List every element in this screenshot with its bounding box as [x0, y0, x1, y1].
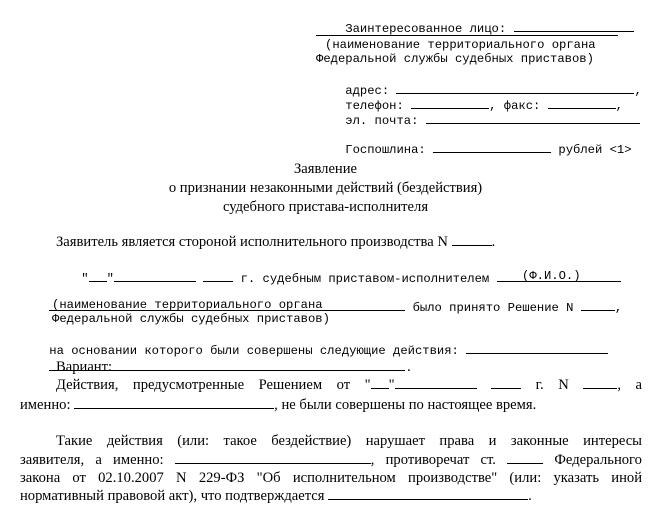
variant-quote-open: "	[364, 377, 371, 393]
variant-word-actions: Действия,	[56, 377, 119, 393]
p3-namely: заявителя, а именно:	[20, 452, 164, 468]
p3-end: .	[528, 488, 532, 504]
fax-comma: ,	[615, 99, 623, 113]
org-caption-1: (наименование территориального органа	[52, 298, 323, 312]
variant-word-decision: Решением	[258, 377, 323, 393]
decision-number-field[interactable]	[581, 299, 615, 311]
duty-field[interactable]	[433, 141, 551, 153]
email-field[interactable]	[426, 112, 640, 124]
variant-not-done: , не были совершены по настоящее время.	[274, 397, 537, 413]
p3-line-3: закона от 02.10.2007 N 229-ФЗ "Об исполнительном производстве" (или: указать иной	[20, 470, 642, 486]
title-line-3: судебного пристава-исполнителя	[222, 199, 429, 215]
phone-comma: ,	[489, 99, 497, 113]
address-label: адрес:	[345, 84, 390, 98]
phone-label: телефон:	[345, 99, 404, 113]
variant-line-end: , а	[617, 377, 642, 393]
title-line-1: Заявление	[293, 161, 358, 177]
fax-label: факс:	[503, 99, 541, 113]
variant-label: Вариант:	[56, 359, 113, 375]
date-day-field[interactable]	[89, 270, 107, 282]
org-name-caption-1: (наименование территориального органа	[325, 38, 596, 52]
p3-line-2	[20, 452, 642, 469]
variant-number-field[interactable]	[583, 377, 617, 389]
proceeding-number-field[interactable]	[452, 234, 492, 246]
date-quote-close: "	[106, 272, 114, 286]
evidence-field[interactable]	[328, 488, 528, 500]
fio-caption: (Ф.И.О.)	[522, 269, 581, 283]
interested-party-field-2[interactable]	[316, 24, 618, 36]
variant-year-abbr: г.	[535, 377, 544, 393]
p3-contradicts: , противоречат ст.	[370, 452, 496, 468]
address-comma: ,	[634, 84, 642, 98]
date-quote-open: "	[81, 272, 89, 286]
p3-line-1: Такие действия (или: такое бездействие) нарушает права и законные интересы	[56, 433, 642, 449]
org-name-caption-2: Федеральной службы судебных приставов)	[316, 52, 594, 66]
p1-end: .	[491, 234, 496, 250]
article-field[interactable]	[507, 452, 543, 464]
variant-number-sign: N	[558, 377, 569, 393]
p1-text: Заявитель является стороной исполнительного производства N	[56, 234, 448, 250]
by-bailiff-text: г. судебным приставом-исполнителем	[240, 272, 490, 286]
actions-end: .	[405, 361, 413, 375]
title-line-2: о признании незаконными действий (бездействия)	[168, 180, 483, 196]
variant-date-day-field[interactable]	[371, 377, 389, 389]
variant-quote-close: "	[388, 377, 395, 393]
rights-field[interactable]	[175, 452, 371, 464]
duty-suffix: рублей <1>	[558, 143, 632, 157]
actions-text: на основании которого были совершены следующие действия:	[49, 344, 459, 358]
variant-line-1	[56, 377, 642, 394]
variant-date-year-field[interactable]	[491, 377, 521, 389]
interested-party-label: Заинтересованное лицо:	[345, 22, 507, 36]
p3-confirmed: нормативный правовой акт), что подтверждается	[20, 488, 325, 504]
variant-namely: именно:	[20, 397, 71, 413]
duty-label: Госпошлина:	[345, 143, 426, 157]
variant-word-provided: предусмотренные	[132, 377, 245, 393]
date-year-field[interactable]	[203, 270, 233, 282]
decision-taken-text: было принято Решение N	[412, 301, 574, 315]
date-month-field[interactable]	[114, 270, 196, 282]
variant-namely-field[interactable]	[74, 397, 274, 409]
p3-federal: Федерального	[554, 452, 642, 468]
variant-date-month-field[interactable]	[395, 377, 477, 389]
variant-word-from: от	[336, 377, 351, 393]
email-label: эл. почта:	[345, 114, 419, 128]
decision-comma: ,	[614, 301, 623, 315]
actions-field[interactable]	[466, 342, 608, 354]
org-caption-2: Федеральной службы судебных приставов)	[52, 312, 330, 326]
